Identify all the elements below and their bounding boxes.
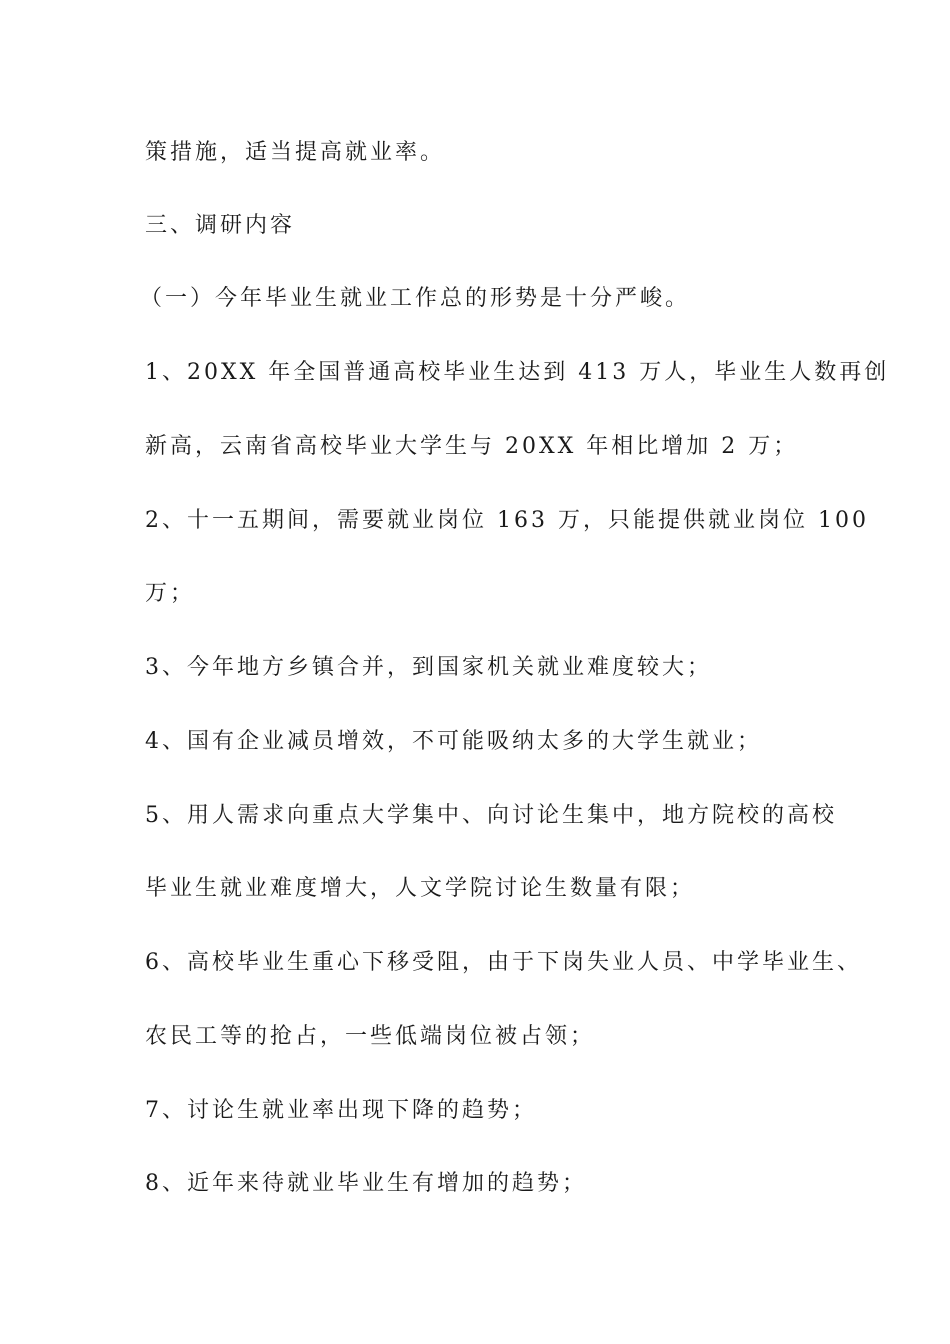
list-item-line: 万； (145, 581, 196, 606)
list-item-line: 5、用人需求向重点大学集中、向讨论生集中，地方院校的高校 (145, 803, 837, 828)
list-item-line: 毕业生就业难度增大，人文学院讨论生数量有限； (145, 876, 696, 901)
list-item-line: 7、讨论生就业率出现下降的趋势； (145, 1098, 537, 1123)
subsection-heading: （一）今年毕业生就业工作总的形势是十分严峻。 (140, 286, 691, 311)
list-item-line: 6、高校毕业生重心下移受阻，由于下岗失业人员、中学毕业生、 (145, 950, 862, 975)
list-item-line: 3、今年地方乡镇合并，到国家机关就业难度较大； (145, 655, 712, 680)
list-item-line: 4、国有企业减员增效，不可能吸纳太多的大学生就业； (145, 729, 762, 754)
list-item-line: 2、十一五期间，需要就业岗位 163 万，只能提供就业岗位 100 (145, 508, 869, 533)
list-item-line: 8、近年来待就业毕业生有增加的趋势； (145, 1171, 587, 1196)
section-heading: 三、调研内容 (145, 213, 296, 238)
paragraph-line: 策措施，适当提高就业率。 (145, 140, 446, 165)
list-item-line: 新高，云南省高校毕业大学生与 20XX 年相比增加 2 万； (145, 434, 799, 459)
list-item-line: 农民工等的抢占，一些低端岗位被占领； (145, 1024, 596, 1049)
list-item-line: 1、20XX 年全国普通高校毕业生达到 413 万人，毕业生人数再创 (145, 360, 890, 385)
